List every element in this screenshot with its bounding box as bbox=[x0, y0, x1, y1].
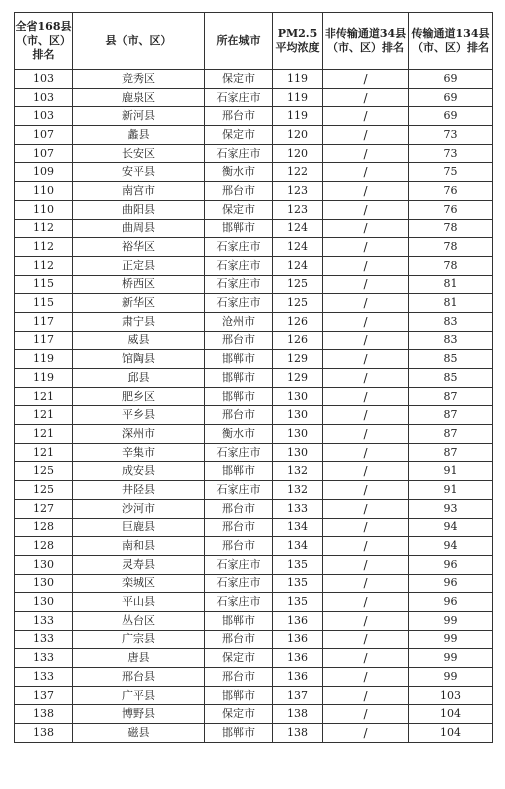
table-row bbox=[15, 686, 493, 705]
table-row bbox=[15, 425, 493, 444]
cell-city: 石家庄市 bbox=[205, 144, 273, 163]
cell-pm25: 138 bbox=[273, 724, 323, 743]
cell-channel-rank: 78 bbox=[409, 238, 493, 257]
cell-pm25: 123 bbox=[273, 182, 323, 201]
cell-non-channel-rank: / bbox=[323, 387, 409, 406]
ranking-table-container bbox=[14, 12, 492, 743]
table-row bbox=[15, 443, 493, 462]
cell-county: 邱县 bbox=[73, 369, 205, 388]
cell-channel-rank: 93 bbox=[409, 499, 493, 518]
cell-county: 肥乡区 bbox=[73, 387, 205, 406]
table-row bbox=[15, 331, 493, 350]
table-row bbox=[15, 630, 493, 649]
cell-county: 裕华区 bbox=[73, 238, 205, 257]
cell-county: 成安县 bbox=[73, 462, 205, 481]
cell-city: 邯郸市 bbox=[205, 219, 273, 238]
cell-non-channel-rank: / bbox=[323, 369, 409, 388]
cell-province-rank: 133 bbox=[15, 668, 73, 687]
cell-non-channel-rank: / bbox=[323, 294, 409, 313]
cell-pm25: 124 bbox=[273, 256, 323, 275]
header-province-rank: 全省168县（市、区）排名 bbox=[15, 13, 73, 70]
cell-pm25: 123 bbox=[273, 200, 323, 219]
cell-province-rank: 103 bbox=[15, 88, 73, 107]
cell-pm25: 137 bbox=[273, 686, 323, 705]
cell-city: 沧州市 bbox=[205, 312, 273, 331]
cell-non-channel-rank: / bbox=[323, 686, 409, 705]
cell-county: 邢台县 bbox=[73, 668, 205, 687]
cell-county: 桥西区 bbox=[73, 275, 205, 294]
cell-channel-rank: 83 bbox=[409, 312, 493, 331]
cell-non-channel-rank: / bbox=[323, 406, 409, 425]
cell-county: 曲阳县 bbox=[73, 200, 205, 219]
cell-channel-rank: 81 bbox=[409, 294, 493, 313]
cell-city: 石家庄市 bbox=[205, 88, 273, 107]
cell-province-rank: 138 bbox=[15, 705, 73, 724]
cell-city: 邢台市 bbox=[205, 630, 273, 649]
cell-channel-rank: 78 bbox=[409, 256, 493, 275]
cell-pm25: 136 bbox=[273, 630, 323, 649]
cell-channel-rank: 99 bbox=[409, 649, 493, 668]
cell-pm25: 138 bbox=[273, 705, 323, 724]
cell-pm25: 132 bbox=[273, 481, 323, 500]
cell-channel-rank: 96 bbox=[409, 593, 493, 612]
cell-non-channel-rank: / bbox=[323, 238, 409, 257]
cell-county: 南宫市 bbox=[73, 182, 205, 201]
cell-non-channel-rank: / bbox=[323, 88, 409, 107]
cell-county: 唐县 bbox=[73, 649, 205, 668]
cell-non-channel-rank: / bbox=[323, 163, 409, 182]
cell-county: 安平县 bbox=[73, 163, 205, 182]
cell-province-rank: 115 bbox=[15, 294, 73, 313]
cell-city: 邢台市 bbox=[205, 518, 273, 537]
cell-pm25: 130 bbox=[273, 387, 323, 406]
cell-pm25: 122 bbox=[273, 163, 323, 182]
cell-non-channel-rank: / bbox=[323, 574, 409, 593]
cell-city: 石家庄市 bbox=[205, 275, 273, 294]
cell-pm25: 136 bbox=[273, 649, 323, 668]
cell-channel-rank: 87 bbox=[409, 387, 493, 406]
cell-county: 新华区 bbox=[73, 294, 205, 313]
cell-city: 石家庄市 bbox=[205, 238, 273, 257]
cell-pm25: 134 bbox=[273, 537, 323, 556]
cell-province-rank: 117 bbox=[15, 312, 73, 331]
cell-city: 邢台市 bbox=[205, 107, 273, 126]
cell-city: 邯郸市 bbox=[205, 724, 273, 743]
table-row bbox=[15, 537, 493, 556]
cell-city: 石家庄市 bbox=[205, 256, 273, 275]
cell-non-channel-rank: / bbox=[323, 126, 409, 145]
cell-non-channel-rank: / bbox=[323, 724, 409, 743]
cell-county: 馆陶县 bbox=[73, 350, 205, 369]
cell-non-channel-rank: / bbox=[323, 705, 409, 724]
cell-channel-rank: 69 bbox=[409, 70, 493, 89]
table-row bbox=[15, 275, 493, 294]
cell-province-rank: 121 bbox=[15, 443, 73, 462]
cell-city: 石家庄市 bbox=[205, 574, 273, 593]
cell-city: 邢台市 bbox=[205, 499, 273, 518]
table-row bbox=[15, 126, 493, 145]
cell-province-rank: 119 bbox=[15, 369, 73, 388]
table-row bbox=[15, 70, 493, 89]
header-non-channel-rank: 非传输通道34县（市、区）排名 bbox=[323, 13, 409, 70]
cell-non-channel-rank: / bbox=[323, 630, 409, 649]
cell-channel-rank: 104 bbox=[409, 724, 493, 743]
cell-county: 威县 bbox=[73, 331, 205, 350]
cell-city: 邢台市 bbox=[205, 537, 273, 556]
cell-province-rank: 128 bbox=[15, 537, 73, 556]
cell-channel-rank: 96 bbox=[409, 574, 493, 593]
cell-county: 巨鹿县 bbox=[73, 518, 205, 537]
cell-county: 长安区 bbox=[73, 144, 205, 163]
cell-non-channel-rank: / bbox=[323, 107, 409, 126]
cell-non-channel-rank: / bbox=[323, 200, 409, 219]
cell-county: 肃宁县 bbox=[73, 312, 205, 331]
table-row bbox=[15, 219, 493, 238]
cell-city: 石家庄市 bbox=[205, 294, 273, 313]
table-row bbox=[15, 499, 493, 518]
cell-pm25: 129 bbox=[273, 369, 323, 388]
cell-province-rank: 115 bbox=[15, 275, 73, 294]
cell-province-rank: 107 bbox=[15, 144, 73, 163]
cell-non-channel-rank: / bbox=[323, 555, 409, 574]
cell-province-rank: 121 bbox=[15, 387, 73, 406]
header-county: 县（市、区） bbox=[73, 13, 205, 70]
cell-county: 博野县 bbox=[73, 705, 205, 724]
cell-non-channel-rank: / bbox=[323, 499, 409, 518]
cell-province-rank: 117 bbox=[15, 331, 73, 350]
cell-pm25: 132 bbox=[273, 462, 323, 481]
cell-city: 邯郸市 bbox=[205, 369, 273, 388]
header-city: 所在城市 bbox=[205, 13, 273, 70]
cell-city: 保定市 bbox=[205, 126, 273, 145]
cell-channel-rank: 91 bbox=[409, 462, 493, 481]
cell-province-rank: 112 bbox=[15, 219, 73, 238]
cell-pm25: 135 bbox=[273, 555, 323, 574]
cell-county: 平乡县 bbox=[73, 406, 205, 425]
cell-channel-rank: 94 bbox=[409, 537, 493, 556]
pm25-ranking-table bbox=[14, 12, 493, 743]
table-row bbox=[15, 238, 493, 257]
table-row bbox=[15, 163, 493, 182]
cell-channel-rank: 99 bbox=[409, 611, 493, 630]
cell-city: 邯郸市 bbox=[205, 611, 273, 630]
cell-channel-rank: 73 bbox=[409, 126, 493, 145]
cell-pm25: 119 bbox=[273, 107, 323, 126]
cell-city: 邢台市 bbox=[205, 182, 273, 201]
cell-pm25: 136 bbox=[273, 668, 323, 687]
cell-pm25: 136 bbox=[273, 611, 323, 630]
cell-province-rank: 119 bbox=[15, 350, 73, 369]
cell-non-channel-rank: / bbox=[323, 70, 409, 89]
cell-city: 石家庄市 bbox=[205, 481, 273, 500]
cell-county: 磁县 bbox=[73, 724, 205, 743]
cell-non-channel-rank: / bbox=[323, 518, 409, 537]
cell-non-channel-rank: / bbox=[323, 481, 409, 500]
cell-non-channel-rank: / bbox=[323, 331, 409, 350]
cell-pm25: 133 bbox=[273, 499, 323, 518]
cell-province-rank: 130 bbox=[15, 555, 73, 574]
cell-channel-rank: 103 bbox=[409, 686, 493, 705]
cell-city: 邯郸市 bbox=[205, 387, 273, 406]
cell-county: 辛集市 bbox=[73, 443, 205, 462]
cell-pm25: 126 bbox=[273, 312, 323, 331]
table-body bbox=[15, 70, 493, 743]
cell-county: 新河县 bbox=[73, 107, 205, 126]
table-row bbox=[15, 649, 493, 668]
cell-channel-rank: 76 bbox=[409, 200, 493, 219]
cell-channel-rank: 76 bbox=[409, 182, 493, 201]
cell-province-rank: 125 bbox=[15, 481, 73, 500]
cell-channel-rank: 83 bbox=[409, 331, 493, 350]
cell-pm25: 125 bbox=[273, 275, 323, 294]
cell-non-channel-rank: / bbox=[323, 443, 409, 462]
cell-county: 曲周县 bbox=[73, 219, 205, 238]
cell-channel-rank: 69 bbox=[409, 88, 493, 107]
header-pm25-avg: PM2.5平均浓度 bbox=[273, 13, 323, 70]
cell-channel-rank: 73 bbox=[409, 144, 493, 163]
table-row bbox=[15, 705, 493, 724]
cell-province-rank: 109 bbox=[15, 163, 73, 182]
cell-province-rank: 130 bbox=[15, 593, 73, 612]
table-row bbox=[15, 369, 493, 388]
cell-channel-rank: 94 bbox=[409, 518, 493, 537]
cell-pm25: 134 bbox=[273, 518, 323, 537]
table-row bbox=[15, 350, 493, 369]
table-row bbox=[15, 668, 493, 687]
cell-county: 广宗县 bbox=[73, 630, 205, 649]
cell-channel-rank: 85 bbox=[409, 369, 493, 388]
cell-non-channel-rank: / bbox=[323, 144, 409, 163]
cell-pm25: 135 bbox=[273, 593, 323, 612]
cell-county: 深州市 bbox=[73, 425, 205, 444]
cell-county: 广平县 bbox=[73, 686, 205, 705]
cell-county: 丛台区 bbox=[73, 611, 205, 630]
cell-channel-rank: 87 bbox=[409, 443, 493, 462]
cell-non-channel-rank: / bbox=[323, 668, 409, 687]
cell-channel-rank: 78 bbox=[409, 219, 493, 238]
cell-city: 保定市 bbox=[205, 70, 273, 89]
cell-pm25: 125 bbox=[273, 294, 323, 313]
cell-city: 石家庄市 bbox=[205, 593, 273, 612]
cell-city: 邢台市 bbox=[205, 668, 273, 687]
cell-non-channel-rank: / bbox=[323, 611, 409, 630]
cell-province-rank: 110 bbox=[15, 182, 73, 201]
cell-non-channel-rank: / bbox=[323, 275, 409, 294]
table-row bbox=[15, 144, 493, 163]
cell-channel-rank: 104 bbox=[409, 705, 493, 724]
table-row bbox=[15, 406, 493, 425]
cell-city: 衡水市 bbox=[205, 425, 273, 444]
cell-province-rank: 121 bbox=[15, 406, 73, 425]
cell-non-channel-rank: / bbox=[323, 182, 409, 201]
cell-pm25: 130 bbox=[273, 406, 323, 425]
table-row bbox=[15, 294, 493, 313]
cell-province-rank: 112 bbox=[15, 238, 73, 257]
table-row bbox=[15, 593, 493, 612]
cell-channel-rank: 91 bbox=[409, 481, 493, 500]
table-row bbox=[15, 256, 493, 275]
cell-pm25: 120 bbox=[273, 126, 323, 145]
table-row bbox=[15, 481, 493, 500]
table-row bbox=[15, 611, 493, 630]
table-header bbox=[15, 13, 493, 70]
cell-county: 井陉县 bbox=[73, 481, 205, 500]
cell-city: 邢台市 bbox=[205, 331, 273, 350]
cell-city: 石家庄市 bbox=[205, 555, 273, 574]
cell-province-rank: 121 bbox=[15, 425, 73, 444]
cell-pm25: 119 bbox=[273, 70, 323, 89]
cell-province-rank: 125 bbox=[15, 462, 73, 481]
cell-non-channel-rank: / bbox=[323, 219, 409, 238]
cell-city: 邯郸市 bbox=[205, 350, 273, 369]
cell-city: 保定市 bbox=[205, 649, 273, 668]
table-row bbox=[15, 312, 493, 331]
cell-pm25: 120 bbox=[273, 144, 323, 163]
cell-pm25: 119 bbox=[273, 88, 323, 107]
cell-non-channel-rank: / bbox=[323, 649, 409, 668]
cell-province-rank: 128 bbox=[15, 518, 73, 537]
cell-county: 鹿泉区 bbox=[73, 88, 205, 107]
cell-province-rank: 133 bbox=[15, 611, 73, 630]
cell-non-channel-rank: / bbox=[323, 537, 409, 556]
table-row bbox=[15, 574, 493, 593]
cell-channel-rank: 87 bbox=[409, 425, 493, 444]
cell-province-rank: 130 bbox=[15, 574, 73, 593]
cell-non-channel-rank: / bbox=[323, 462, 409, 481]
cell-city: 邯郸市 bbox=[205, 462, 273, 481]
cell-non-channel-rank: / bbox=[323, 312, 409, 331]
cell-province-rank: 127 bbox=[15, 499, 73, 518]
cell-non-channel-rank: / bbox=[323, 593, 409, 612]
cell-city: 邢台市 bbox=[205, 406, 273, 425]
cell-city: 保定市 bbox=[205, 200, 273, 219]
cell-city: 石家庄市 bbox=[205, 443, 273, 462]
cell-city: 保定市 bbox=[205, 705, 273, 724]
cell-city: 衡水市 bbox=[205, 163, 273, 182]
cell-province-rank: 103 bbox=[15, 70, 73, 89]
cell-non-channel-rank: / bbox=[323, 350, 409, 369]
cell-county: 蠡县 bbox=[73, 126, 205, 145]
cell-province-rank: 112 bbox=[15, 256, 73, 275]
cell-channel-rank: 99 bbox=[409, 668, 493, 687]
cell-city: 邯郸市 bbox=[205, 686, 273, 705]
cell-channel-rank: 99 bbox=[409, 630, 493, 649]
cell-pm25: 130 bbox=[273, 425, 323, 444]
cell-province-rank: 110 bbox=[15, 200, 73, 219]
cell-pm25: 124 bbox=[273, 238, 323, 257]
cell-province-rank: 107 bbox=[15, 126, 73, 145]
cell-channel-rank: 81 bbox=[409, 275, 493, 294]
cell-non-channel-rank: / bbox=[323, 256, 409, 275]
header-row bbox=[15, 13, 493, 70]
table-row bbox=[15, 518, 493, 537]
cell-county: 平山县 bbox=[73, 593, 205, 612]
cell-pm25: 135 bbox=[273, 574, 323, 593]
cell-pm25: 130 bbox=[273, 443, 323, 462]
table-row bbox=[15, 555, 493, 574]
cell-province-rank: 133 bbox=[15, 630, 73, 649]
cell-province-rank: 133 bbox=[15, 649, 73, 668]
table-row bbox=[15, 107, 493, 126]
header-channel-rank: 传输通道134县（市、区）排名 bbox=[409, 13, 493, 70]
table-row bbox=[15, 200, 493, 219]
cell-pm25: 124 bbox=[273, 219, 323, 238]
cell-channel-rank: 69 bbox=[409, 107, 493, 126]
cell-non-channel-rank: / bbox=[323, 425, 409, 444]
table-row bbox=[15, 387, 493, 406]
cell-county: 灵寿县 bbox=[73, 555, 205, 574]
cell-channel-rank: 96 bbox=[409, 555, 493, 574]
table-row bbox=[15, 88, 493, 107]
cell-pm25: 126 bbox=[273, 331, 323, 350]
cell-channel-rank: 75 bbox=[409, 163, 493, 182]
table-row bbox=[15, 182, 493, 201]
cell-channel-rank: 85 bbox=[409, 350, 493, 369]
cell-county: 南和县 bbox=[73, 537, 205, 556]
cell-county: 栾城区 bbox=[73, 574, 205, 593]
cell-province-rank: 138 bbox=[15, 724, 73, 743]
cell-province-rank: 103 bbox=[15, 107, 73, 126]
cell-province-rank: 137 bbox=[15, 686, 73, 705]
cell-county: 竞秀区 bbox=[73, 70, 205, 89]
table-row bbox=[15, 724, 493, 743]
table-row bbox=[15, 462, 493, 481]
cell-channel-rank: 87 bbox=[409, 406, 493, 425]
cell-county: 正定县 bbox=[73, 256, 205, 275]
cell-pm25: 129 bbox=[273, 350, 323, 369]
cell-county: 沙河市 bbox=[73, 499, 205, 518]
